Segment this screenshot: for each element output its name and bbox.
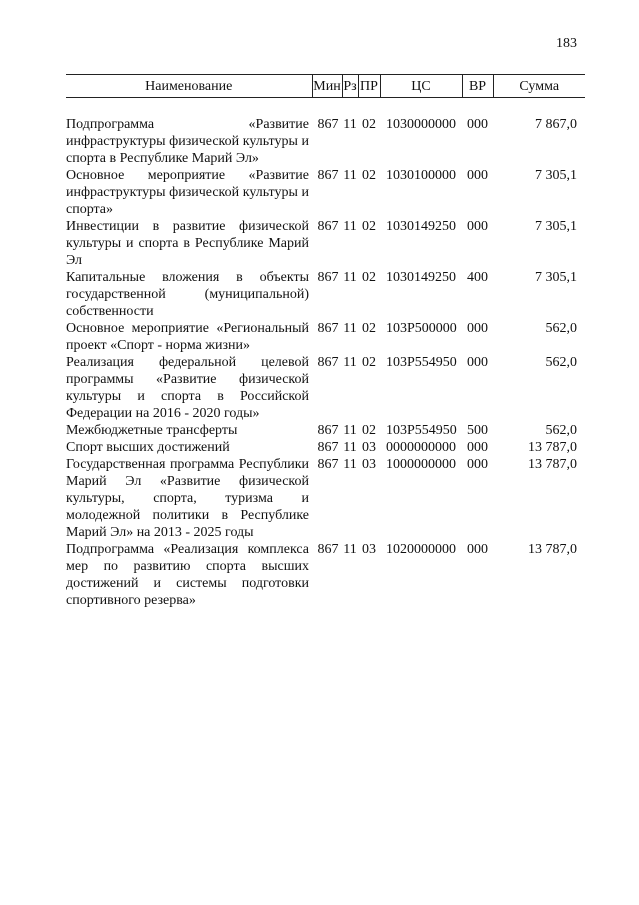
table-row [66, 439, 585, 456]
row-cs: 1030149250 [386, 219, 456, 234]
row-vr: 000 [467, 355, 488, 370]
header-name: Наименование [66, 75, 312, 98]
row-sum: 7 867,0 [535, 117, 577, 132]
row-name: Межбюджетные трансферты [66, 423, 238, 438]
row-cs: 103P500000 [386, 321, 457, 336]
row-sum: 13 787,0 [528, 440, 577, 455]
header-pr: ПР [358, 75, 380, 98]
table-row [66, 422, 585, 439]
row-sum: 562,0 [545, 423, 577, 438]
row-name: Подпрограмма «Развитие инфраструктуры физической культуры и спорта в Республике Марий Эл» [66, 117, 309, 166]
row-rz: 11 [343, 321, 357, 336]
page-number: 183 [556, 36, 577, 51]
row-min: 867 [317, 117, 339, 132]
table-row [66, 456, 585, 541]
row-name: Капитальные вложения в объекты государственной (муниципальной) собственности [66, 270, 309, 319]
row-pr: 02 [362, 270, 376, 285]
row-vr: 000 [467, 440, 488, 455]
header-cs: ЦС [380, 75, 462, 98]
table-row [66, 320, 585, 354]
row-min: 867 [317, 355, 339, 370]
row-rz: 11 [343, 440, 357, 455]
row-min: 867 [317, 168, 339, 183]
row-cs: 0000000000 [386, 440, 456, 455]
row-pr: 02 [362, 219, 376, 234]
header-sum: Сумма [493, 75, 585, 98]
row-cs: 1000000000 [386, 457, 456, 472]
row-sum: 7 305,1 [535, 168, 577, 183]
row-rz: 11 [343, 423, 357, 438]
row-rz: 11 [343, 355, 357, 370]
row-cs: 103P554950 [386, 355, 457, 370]
row-name: Государственная программа Республики Марий Эл «Развитие физической культуры, спорта, туризма и молодежной политики в Республике Марий Эл» на 2013 - 2025 годы [66, 457, 309, 540]
row-rz: 11 [343, 270, 357, 285]
row-sum: 13 787,0 [528, 542, 577, 557]
row-pr: 02 [362, 321, 376, 336]
row-sum: 562,0 [545, 321, 577, 336]
row-sum: 562,0 [545, 355, 577, 370]
table-row [66, 167, 585, 218]
row-vr: 400 [467, 270, 488, 285]
row-min: 867 [317, 457, 339, 472]
row-pr: 02 [362, 355, 376, 370]
row-vr: 000 [467, 219, 488, 234]
row-name: Основное мероприятие «Развитие инфраструктуры физической культуры и спорта» [66, 168, 309, 217]
table-row [66, 354, 585, 422]
row-min: 867 [317, 440, 339, 455]
table-row [66, 116, 585, 167]
row-rz: 11 [343, 457, 357, 472]
table-row [66, 218, 585, 269]
row-pr: 03 [362, 457, 376, 472]
row-vr: 000 [467, 117, 488, 132]
row-name: Спорт высших достижений [66, 440, 230, 455]
row-name: Подпрограмма «Реализация комплекса мер по развитию спорта высших достижений и системы подготовки спортивного резерва» [66, 542, 309, 608]
row-min: 867 [317, 270, 339, 285]
row-rz: 11 [343, 117, 357, 132]
row-cs: 1030000000 [386, 117, 456, 132]
row-sum: 7 305,1 [535, 219, 577, 234]
row-name: Основное мероприятие «Региональный проект «Спорт - норма жизни» [66, 321, 309, 353]
row-vr: 500 [467, 423, 488, 438]
header-vr: ВР [462, 75, 493, 98]
row-cs: 103P554950 [386, 423, 457, 438]
row-pr: 02 [362, 168, 376, 183]
row-vr: 000 [467, 168, 488, 183]
row-pr: 02 [362, 423, 376, 438]
row-min: 867 [317, 542, 339, 557]
row-min: 867 [317, 219, 339, 234]
row-sum: 7 305,1 [535, 270, 577, 285]
row-cs: 1020000000 [386, 542, 456, 557]
row-vr: 000 [467, 321, 488, 336]
header-rz: Рз [342, 75, 358, 98]
row-pr: 03 [362, 440, 376, 455]
row-name: Реализация федеральной целевой программы «Развитие физической культуры и спорта в Российской Федерации на 2016 - 2020 годы» [66, 355, 309, 421]
header-min: Мин [312, 75, 342, 98]
table-row [66, 541, 585, 609]
table-header-row [66, 75, 585, 98]
row-min: 867 [317, 321, 339, 336]
row-vr: 000 [467, 542, 488, 557]
row-pr: 03 [362, 542, 376, 557]
row-cs: 1030149250 [386, 270, 456, 285]
row-rz: 11 [343, 168, 357, 183]
row-cs: 1030100000 [386, 168, 456, 183]
row-rz: 11 [343, 219, 357, 234]
row-vr: 000 [467, 457, 488, 472]
row-name: Инвестиции в развитие физической культуры и спорта в Республике Марий Эл [66, 219, 309, 268]
table-row [66, 269, 585, 320]
row-pr: 02 [362, 117, 376, 132]
row-sum: 13 787,0 [528, 457, 577, 472]
row-min: 867 [317, 423, 339, 438]
budget-table [66, 74, 585, 609]
row-rz: 11 [343, 542, 357, 557]
